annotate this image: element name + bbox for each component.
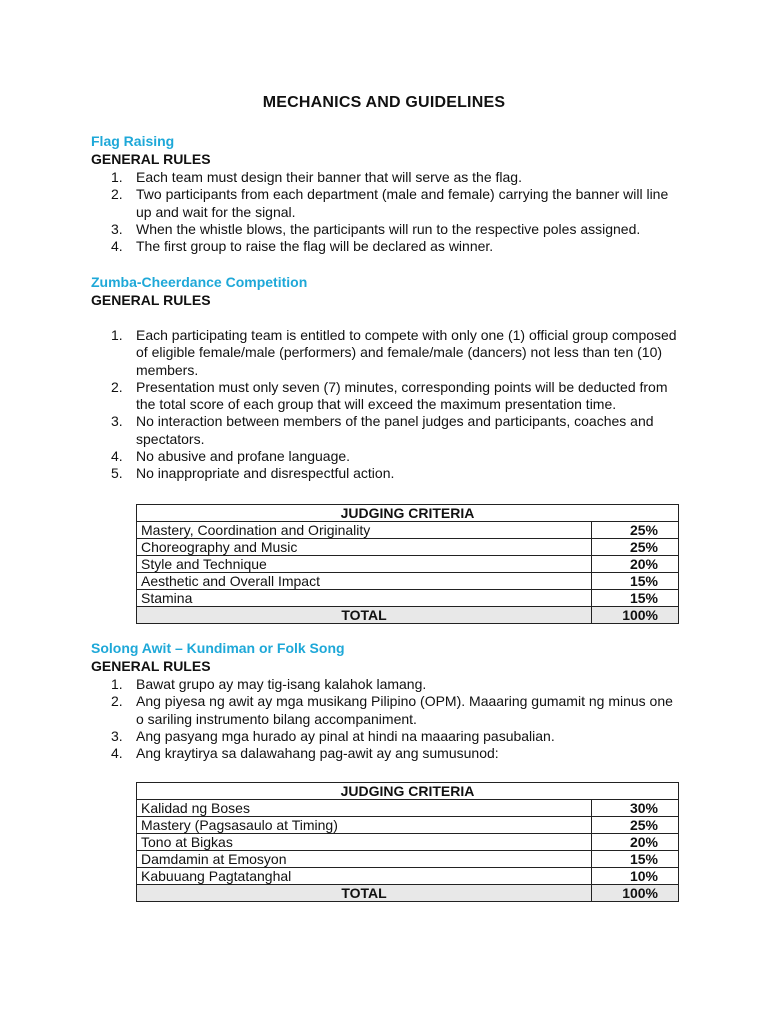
table-row: Mastery (Pagsasaulo at Timing) 25%: [137, 817, 679, 834]
rule-item: 4. The first group to raise the flag will be declared as winner.: [111, 238, 494, 255]
table-row: Aesthetic and Overall Impact 15%: [137, 573, 679, 590]
rule-item: 2. Two participants from each department (male and female) carrying the banner will line up and wait for the signal.: [111, 186, 669, 220]
table-row: Tono at Bigkas 20%: [137, 834, 679, 851]
table-row: Damdamin at Emosyon 15%: [137, 851, 679, 868]
criteria-header: JUDGING CRITERIA: [137, 505, 679, 522]
rule-item: 4. No abusive and profane language.: [111, 448, 351, 465]
rules-list-flag-raising: [111, 169, 681, 255]
total-row: TOTAL 100%: [137, 885, 679, 902]
judging-criteria-table-solong-awit: [136, 782, 679, 902]
section-heading-zumba: Zumba-Cheerdance Competition: [91, 274, 308, 290]
table-row: Kabuuang Pagtatanghal 10%: [137, 868, 679, 885]
rule-item: 5. No inappropriate and disrespectful action.: [111, 465, 395, 482]
rule-item: 1. Bawat grupo ay may tig-isang kalahok lamang.: [111, 676, 427, 692]
rule-item: 3. No interaction between members of the panel judges and participants, coaches and spectators.: [111, 413, 654, 447]
rule-item: 1. Each team must design their banner that will serve as the flag.: [111, 169, 522, 185]
judging-criteria-table-zumba: [136, 504, 679, 624]
section-heading-solong-awit: Solong Awit – Kundiman or Folk Song: [91, 640, 345, 656]
table-row: Kalidad ng Boses 30%: [137, 800, 679, 817]
table-row: Stamina 15%: [137, 590, 679, 607]
table-row: Style and Technique 20%: [137, 556, 679, 573]
total-row: TOTAL 100%: [137, 607, 679, 624]
rule-item: 2. Presentation must only seven (7) minutes, corresponding points will be deducted from the total score of each group that will exceed the maximum presentation time.: [111, 378, 668, 413]
table-row: Choreography and Music 25%: [137, 539, 679, 556]
general-rules-label: GENERAL RULES: [91, 658, 211, 674]
rule-item: 2. Ang piyesa ng awit ay mga musikang Pilipino (OPM). Maaaring gumamit ng minus one o sariling instrumento bilang accompaniment.: [111, 693, 673, 727]
table-row: Mastery, Coordination and Originality 25%: [137, 522, 679, 539]
criteria-header: JUDGING CRITERIA: [137, 783, 679, 800]
general-rules-label: GENERAL RULES: [91, 151, 211, 167]
rule-item: 4. Ang kraytirya sa dalawahang pag-awit ay ang sumusunod:: [111, 745, 499, 762]
rules-list-zumba: [111, 327, 681, 483]
rule-item: 3. When the whistle blows, the participants will run to the respective poles assigned.: [111, 220, 641, 237]
rule-item: 3. Ang pasyang mga hurado ay pinal at hindi na maaaring pasubalian.: [111, 727, 555, 744]
document-title: MECHANICS AND GUIDELINES: [262, 94, 506, 111]
rule-item: 1. Each participating team is entitled to compete with only one (1) official group composed of eligible female/male (performers) and female/male (dancers) not less than ten (10) members.: [111, 327, 677, 378]
section-heading-flag-raising: Flag Raising: [91, 133, 175, 149]
general-rules-label: GENERAL RULES: [91, 292, 211, 308]
rules-list-solong-awit: [111, 676, 681, 762]
